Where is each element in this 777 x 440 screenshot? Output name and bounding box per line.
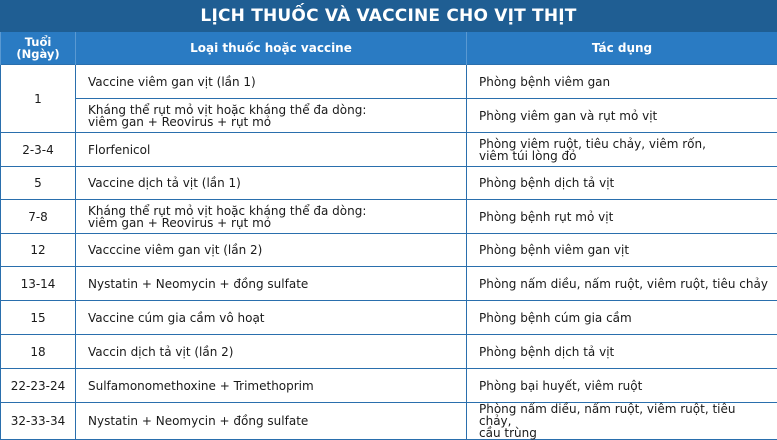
cell-medicine: Kháng thể rụt mỏ vịt hoặc kháng thể đa dòng: viêm gan + Reovirus + rụt mỏ xyxy=(76,99,467,133)
cell-medicine: Vacccine viêm gan vịt (lần 2) xyxy=(76,234,467,267)
cell-age: 12 xyxy=(1,234,76,267)
table-row xyxy=(1,99,777,133)
cell-medicine: Sulfamonomethoxine + Trimethoprim xyxy=(76,369,467,403)
cell-medicine: Vaccine dịch tả vịt (lần 1) xyxy=(76,167,467,200)
table-row xyxy=(1,403,777,440)
cell-medicine: Vaccine cúm gia cầm vô hoạt xyxy=(76,301,467,335)
cell-age: 22-23-24 xyxy=(1,369,76,403)
cell-effect: Phòng bệnh viêm gan vịt xyxy=(467,234,777,267)
header-age-line2: (Ngày) xyxy=(16,47,59,61)
cell-age: 15 xyxy=(1,301,76,335)
table-row xyxy=(1,167,777,200)
header-age-line1: Tuổi xyxy=(25,35,52,49)
header-effect: Tác dụng xyxy=(467,32,777,65)
cell-age: 1 xyxy=(1,65,76,133)
cell-effect: Phòng viêm gan và rụt mỏ vịt xyxy=(467,99,777,133)
page-title: LỊCH THUỐC VÀ VACCINE CHO VỊT THỊT xyxy=(0,0,777,32)
cell-effect: Phòng nấm diều, nấm ruột, viêm ruột, tiêu chảy, cầu trùng xyxy=(467,403,777,440)
cell-effect: Phòng bại huyết, viêm ruột xyxy=(467,369,777,403)
cell-medicine: Nystatin + Neomycin + đồng sulfate xyxy=(76,403,467,440)
table-row xyxy=(1,335,777,369)
cell-age: 32-33-34 xyxy=(1,403,76,440)
table-row xyxy=(1,133,777,167)
cell-age: 13-14 xyxy=(1,267,76,301)
cell-effect: Phòng bệnh dịch tả vịt xyxy=(467,335,777,369)
table-row xyxy=(1,200,777,234)
cell-effect: Phòng bệnh viêm gan xyxy=(467,65,777,99)
table-row xyxy=(1,65,777,99)
cell-effect: Phòng nấm diều, nấm ruột, viêm ruột, tiêu chảy xyxy=(467,267,777,301)
header-age xyxy=(1,32,76,65)
cell-effect: Phòng viêm ruột, tiêu chảy, viêm rốn, viêm túi lòng đỏ xyxy=(467,133,777,167)
cell-medicine: Kháng thể rụt mỏ vịt hoặc kháng thể đa dòng: viêm gan + Reovirus + rụt mỏ xyxy=(76,200,467,234)
cell-age: 18 xyxy=(1,335,76,369)
cell-medicine: Nystatin + Neomycin + đồng sulfate xyxy=(76,267,467,301)
header-row xyxy=(1,32,777,65)
header-medicine: Loại thuốc hoặc vaccine xyxy=(76,32,467,65)
cell-age: 5 xyxy=(1,167,76,200)
table-row xyxy=(1,301,777,335)
cell-medicine: Vaccine viêm gan vịt (lần 1) xyxy=(76,65,467,99)
cell-effect: Phòng bệnh cúm gia cầm xyxy=(467,301,777,335)
cell-age: 7-8 xyxy=(1,200,76,234)
table-row xyxy=(1,267,777,301)
table-row xyxy=(1,369,777,403)
cell-age: 2-3-4 xyxy=(1,133,76,167)
cell-medicine: Vaccin dịch tả vịt (lần 2) xyxy=(76,335,467,369)
table-row xyxy=(1,234,777,267)
schedule-table xyxy=(0,32,777,440)
cell-effect: Phòng bệnh dịch tả vịt xyxy=(467,167,777,200)
cell-medicine: Florfenicol xyxy=(76,133,467,167)
cell-effect: Phòng bệnh rụt mỏ vịt xyxy=(467,200,777,234)
